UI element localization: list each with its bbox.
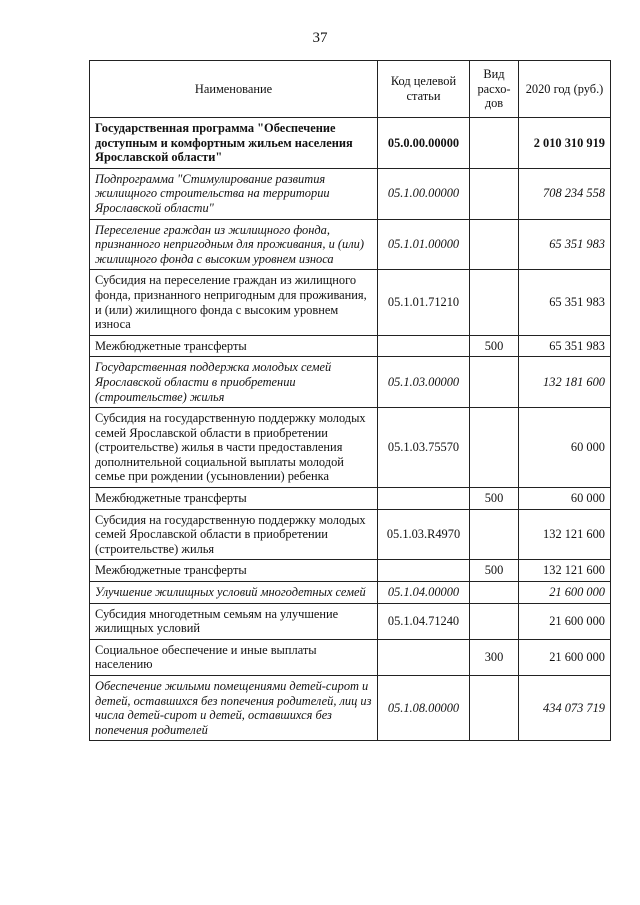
row-name-cell: Государственная поддержка молодых семей Ярославской области в приобретении (строительстве) жилья <box>90 357 378 408</box>
row-name-cell: Обеспечение жилыми помещениями детей-сирот и детей, оставшихся без попечения родителей, лиц из числа детей-сирот и детей, оставшихся без попечения родителей <box>90 676 378 741</box>
table-row <box>90 582 611 604</box>
table-body <box>90 118 611 741</box>
table-row <box>90 270 611 335</box>
header-expense-type: Вид расхо-дов <box>470 61 519 118</box>
row-target-code-cell: 05.1.01.71210 <box>378 270 470 335</box>
header-name: Наименование <box>90 61 378 118</box>
row-expense-type-cell <box>470 509 519 560</box>
row-amount-cell: 21 600 000 <box>519 603 611 639</box>
row-target-code-cell <box>378 560 470 582</box>
row-target-code-cell: 05.0.00.00000 <box>378 118 470 169</box>
row-amount-cell: 60 000 <box>519 488 611 510</box>
header-amount-2020: 2020 год (руб.) <box>519 61 611 118</box>
table-row <box>90 357 611 408</box>
row-amount-cell: 132 181 600 <box>519 357 611 408</box>
table-row <box>90 488 611 510</box>
row-name-cell: Субсидия на переселение граждан из жилищного фонда, признанного непригодным для проживания, и (или) жилищного фонда с высоким уровнем износа <box>90 270 378 335</box>
row-target-code-cell: 05.1.01.00000 <box>378 219 470 270</box>
row-name-cell: Субсидия на государственную поддержку молодых семей Ярославской области в приобретении (строительстве) жилья <box>90 509 378 560</box>
row-expense-type-cell <box>470 219 519 270</box>
page-number: 37 <box>312 30 328 46</box>
row-expense-type-cell <box>470 118 519 169</box>
row-amount-cell: 65 351 983 <box>519 335 611 357</box>
row-target-code-cell <box>378 639 470 675</box>
row-amount-cell: 132 121 600 <box>519 560 611 582</box>
table-row <box>90 603 611 639</box>
row-amount-cell: 60 000 <box>519 408 611 488</box>
row-name-cell: Государственная программа "Обеспечение доступным и комфортным жильем населения Ярославской области" <box>90 118 378 169</box>
table-row <box>90 639 611 675</box>
table-header-row <box>90 61 611 118</box>
row-amount-cell: 708 234 558 <box>519 168 611 219</box>
row-name-cell: Улучшение жилищных условий многодетных семей <box>90 582 378 604</box>
row-expense-type-cell <box>470 408 519 488</box>
row-expense-type-cell <box>470 270 519 335</box>
row-expense-type-cell <box>470 582 519 604</box>
row-name-cell: Субсидия многодетным семьям на улучшение жилищных условий <box>90 603 378 639</box>
row-target-code-cell: 05.1.04.00000 <box>378 582 470 604</box>
table-row <box>90 219 611 270</box>
row-expense-type-cell <box>470 676 519 741</box>
row-expense-type-cell <box>470 357 519 408</box>
row-amount-cell: 21 600 000 <box>519 639 611 675</box>
row-expense-type-cell: 300 <box>470 639 519 675</box>
row-expense-type-cell <box>470 603 519 639</box>
table-row <box>90 560 611 582</box>
row-target-code-cell: 05.1.00.00000 <box>378 168 470 219</box>
row-name-cell: Субсидия на государственную поддержку молодых семей Ярославской области в приобретении (строительстве) жилья в части предоставления дополнительной социальной выплаты молодой семье при рождении (усыновлении) ребенка <box>90 408 378 488</box>
table-row <box>90 408 611 488</box>
row-target-code-cell <box>378 488 470 510</box>
row-expense-type-cell <box>470 168 519 219</box>
row-name-cell: Межбюджетные трансферты <box>90 335 378 357</box>
header-target-code: Код целевой статьи <box>378 61 470 118</box>
row-target-code-cell: 05.1.08.00000 <box>378 676 470 741</box>
budget-table <box>89 60 611 741</box>
row-amount-cell: 21 600 000 <box>519 582 611 604</box>
row-name-cell: Переселение граждан из жилищного фонда, признанного непригодным для проживания, и (или) жилищного фонда с высоким уровнем износа <box>90 219 378 270</box>
row-name-cell: Социальное обеспечение и иные выплаты населению <box>90 639 378 675</box>
row-expense-type-cell: 500 <box>470 335 519 357</box>
table-row <box>90 509 611 560</box>
row-target-code-cell <box>378 335 470 357</box>
table-row <box>90 118 611 169</box>
row-name-cell: Межбюджетные трансферты <box>90 488 378 510</box>
table-row <box>90 676 611 741</box>
row-target-code-cell: 05.1.03.75570 <box>378 408 470 488</box>
row-amount-cell: 132 121 600 <box>519 509 611 560</box>
row-target-code-cell: 05.1.03.00000 <box>378 357 470 408</box>
row-amount-cell: 65 351 983 <box>519 270 611 335</box>
table-row <box>90 335 611 357</box>
row-target-code-cell: 05.1.04.71240 <box>378 603 470 639</box>
row-amount-cell: 2 010 310 919 <box>519 118 611 169</box>
row-name-cell: Подпрограмма "Стимулирование развития жилищного строительства на территории Ярославской области" <box>90 168 378 219</box>
row-amount-cell: 65 351 983 <box>519 219 611 270</box>
row-name-cell: Межбюджетные трансферты <box>90 560 378 582</box>
row-target-code-cell: 05.1.03.R4970 <box>378 509 470 560</box>
table-row <box>90 168 611 219</box>
row-amount-cell: 434 073 719 <box>519 676 611 741</box>
row-expense-type-cell: 500 <box>470 488 519 510</box>
row-expense-type-cell: 500 <box>470 560 519 582</box>
